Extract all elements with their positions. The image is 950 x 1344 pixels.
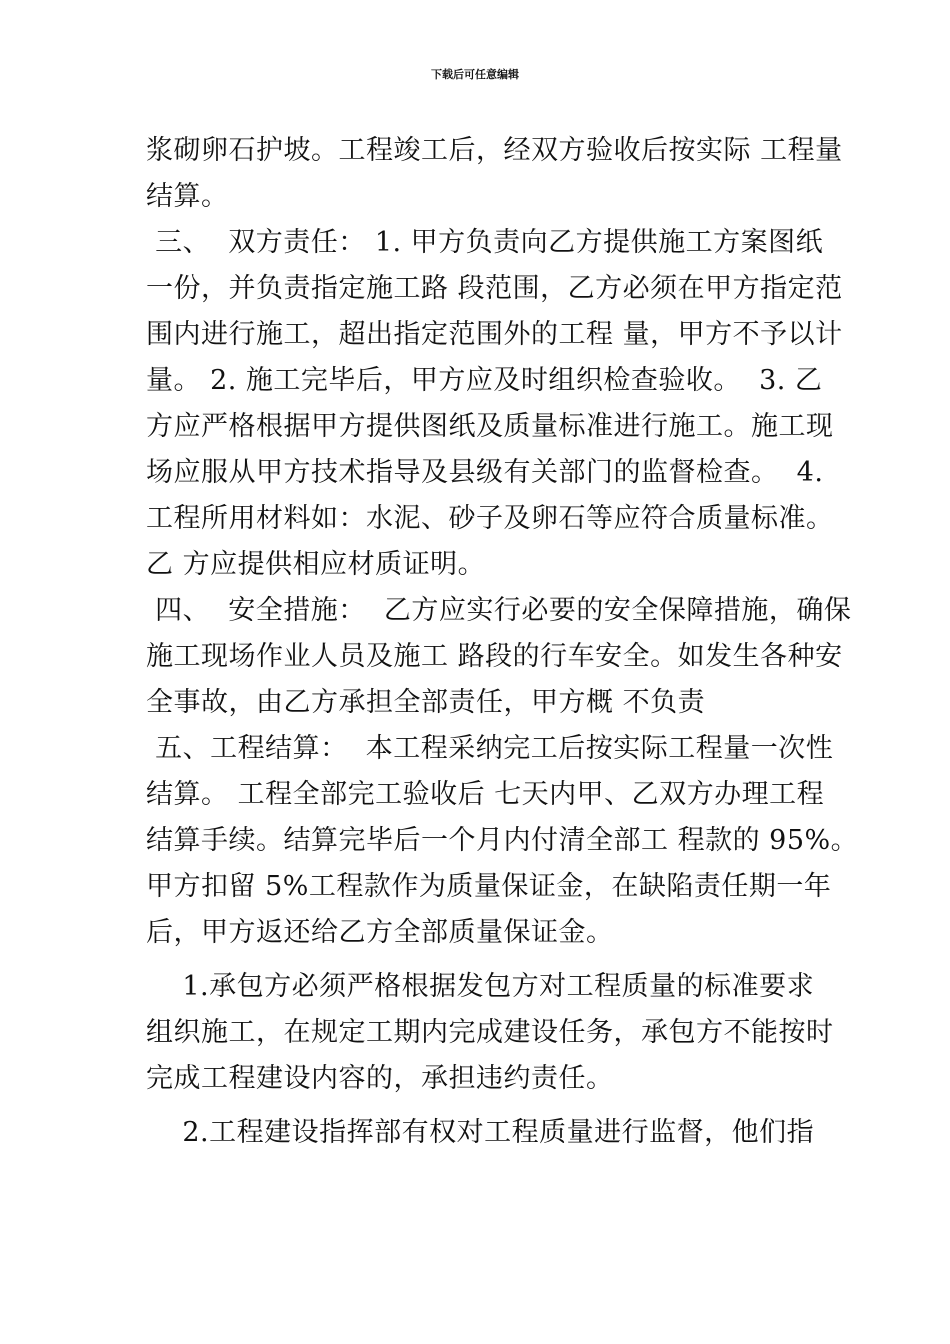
text-line: 围内进行施工，超出指定范围外的工程 量，甲方不予以计 xyxy=(146,319,843,350)
text-line: 方应严格根据甲方提供图纸及质量标准进行施工。施工现 xyxy=(146,411,834,442)
numbered-item-line: 1.承包方必须严格根据发包方对工程质量的标准要求 xyxy=(146,971,815,1002)
text-line: 全事故，由乙方承担全部责任，甲方概 不负责 xyxy=(146,687,706,718)
text-line: 浆砌卵石护坡。工程竣工后，经双方验收后按实际 工程量 xyxy=(146,135,843,166)
text-line: 工程所用材料如：水泥、砂子及卵石等应符合质量标准。 xyxy=(146,503,834,534)
text-line: 结算。 xyxy=(146,181,229,212)
paragraph-gap xyxy=(146,1102,826,1110)
text-line: 组织施工，在规定工期内完成建设任务，承包方不能按时 xyxy=(146,1017,834,1048)
paragraph-gap xyxy=(146,956,826,964)
text-line: 结算。 工程全部完工验收后 七天内甲、乙双方办理工程 xyxy=(146,779,825,810)
text-line: 后，甲方返还给乙方全部质量保证金。 xyxy=(146,917,614,948)
text-line: 一份，并负责指定施工路 段范围，乙方必须在甲方指定范 xyxy=(146,273,843,304)
page-header: 下载后可任意编辑 xyxy=(431,68,519,81)
text-line: 乙 方应提供相应材质证明。 xyxy=(146,549,486,580)
section-heading-line: 四、 安全措施： 乙方应实行必要的安全保障措施，确保 xyxy=(146,595,852,626)
text-line: 场应服从甲方技术指导及县级有关部门的监督检查。 4. xyxy=(146,457,824,488)
document-body xyxy=(146,128,859,1156)
section-heading-line: 五、工程结算： 本工程采纳完工后按实际工程量一次性 xyxy=(146,733,834,764)
numbered-item-line: 2.工程建设指挥部有权对工程质量进行监督，他们指 xyxy=(146,1117,815,1148)
text-line: 量。 2. 施工完毕后，甲方应及时组织检查验收。 3. 乙 xyxy=(146,365,823,396)
text-line: 完成工程建设内容的，承担违约责任。 xyxy=(146,1063,614,1094)
text-line: 甲方扣留 5%工程款作为质量保证金，在缺陷责任期一年 xyxy=(146,871,832,902)
text-line: 施工现场作业人员及施工 路段的行车安全。如发生各种安 xyxy=(146,641,843,672)
text-line: 结算手续。结算完毕后一个月内付清全部工 程款的 95%。 xyxy=(146,825,859,856)
section-heading-line: 三、 双方责任： 1. 甲方负责向乙方提供施工方案图纸 xyxy=(146,227,824,258)
